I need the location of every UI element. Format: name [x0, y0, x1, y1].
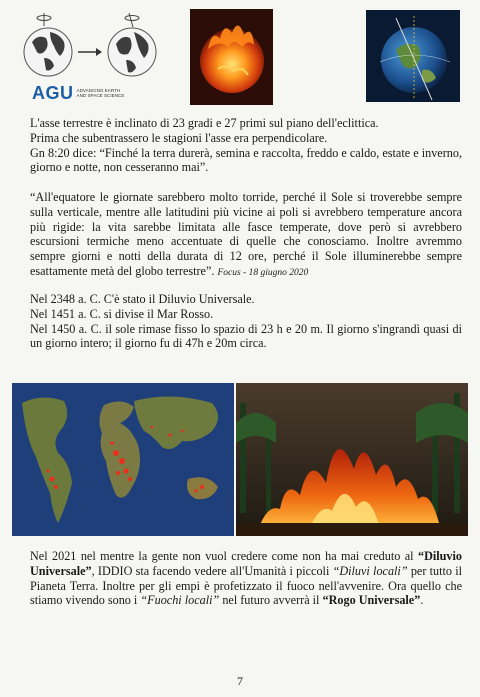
- globe-icon: [24, 28, 72, 76]
- agu-logo: [32, 82, 142, 104]
- rogo-universale-bold: “Rogo Universale”: [322, 593, 421, 608]
- closing-text: .: [420, 593, 424, 608]
- globe-icon: [108, 28, 156, 76]
- diluvio-universale-bold: “Diluvio Universale”: [30, 549, 462, 578]
- diluvi-locali-italic: “Diluvi locali”: [332, 563, 408, 578]
- intro-line: L'asse terrestre è inclinato di 23 gradi e 27 primi sul piano dell'eclittica.: [30, 116, 379, 130]
- quote-text: “All'equatore le giornate sarebbero molto torride, perché il Sole si troverebbe sempre sulla verticale, mentre alle latitudini più vicine ai poli si avrebbero temperature ancora più rigide: la vita sarebbe limitata alle fasce temperate, dove però si avrebbero escursioni termiche meno accentuate di quelle che conosciamo. Inoltre avremmo sempre giorni e notti della durata di 12 ore, perché il Sole illuminerebbe sempre esattamente metà del globo terrestre”.: [30, 190, 462, 278]
- agu-logo-letters: AGU: [32, 83, 74, 103]
- fuochi-locali-italic: “Fuochi locali”: [140, 593, 220, 608]
- event-line: Nel 1451 a. C. si divise il Mar Rosso.: [30, 306, 214, 321]
- agu-logo-tagline: ADVANCING EARTH AND SPACE SCIENCE: [76, 88, 125, 98]
- intro-paragraph: [30, 116, 462, 175]
- closing-text: Nel 2021 nel mentre la gente non vuol credere come non ha mai creduto al: [30, 549, 418, 563]
- closing-text: per tutto il Pianeta Terra. Inoltre per gli empi è profetizzato il fuoco nell'avvenire. Ora quello che stiamo vivendo sono i: [30, 563, 462, 608]
- intro-line: Prima che subentrassero le stagioni l'asse era perpendicolare.: [30, 130, 328, 145]
- focus-quote-paragraph: [30, 190, 462, 281]
- closing-paragraph: [30, 549, 462, 608]
- tilted-earth-image: [366, 10, 460, 102]
- closing-text: nel futuro avverrà il: [219, 593, 323, 608]
- event-line: Nel 2348 a. C. C'è stato il Diluvio Universale.: [30, 292, 255, 306]
- closing-text: , IDDIO sta facendo vedere all'Umanità i piccoli: [91, 563, 333, 578]
- forest-fire-image: [236, 383, 468, 536]
- burning-earth-image: [190, 9, 273, 105]
- right-arrow-icon: [78, 48, 102, 56]
- historical-events: [30, 292, 462, 351]
- event-line: Nel 1450 a. C. il sole rimase fisso lo spazio di 23 h e 20 m. Il giorno s'ingrandì quasi di un giorno intero; il giorno fu di 47h e 20m circa.: [30, 321, 462, 351]
- page-number: 7: [237, 674, 243, 688]
- world-fire-map-image: [12, 383, 234, 536]
- quote-source: Focus - 18 giugno 2020: [217, 267, 309, 278]
- rotation-arrow-icon: [37, 13, 139, 27]
- genesis-quote: Gn 8:20 dice: “Finché la terra durerà, semina e raccolta, freddo e caldo, estate e inverno, giorno e notte, non cesseranno mai”.: [30, 145, 462, 175]
